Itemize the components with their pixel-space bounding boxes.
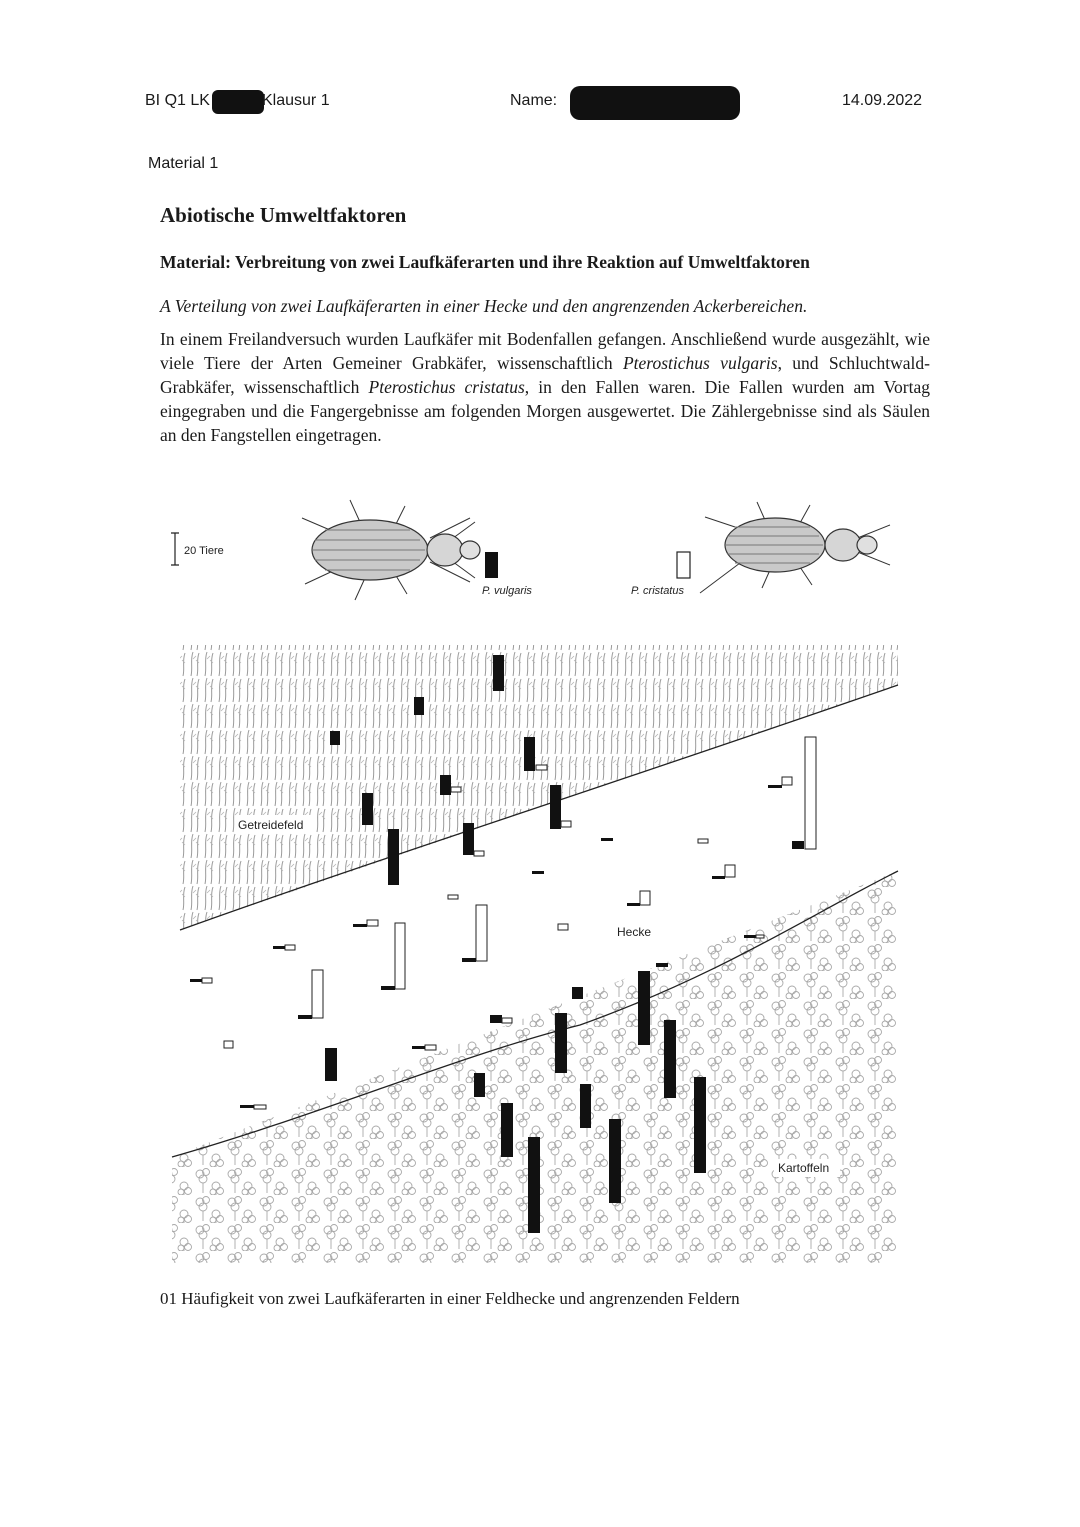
scale-bar — [171, 533, 179, 565]
bar-vulgaris — [330, 731, 340, 745]
exam-date: 14.09.2022 — [842, 92, 923, 109]
legend-vulgaris-label: P. vulgaris — [482, 585, 532, 597]
bar-vulgaris — [362, 793, 373, 825]
bar-cristatus — [782, 777, 792, 785]
bar-vulgaris — [501, 1103, 513, 1157]
bar-cristatus — [312, 970, 323, 1018]
description-text-2: , und Schluchtwald-Grabkäfer, wissenschaftlich — [160, 353, 930, 397]
zone-label-potatoes: Kartoffeln — [778, 1161, 830, 1175]
zone-label-grain-field: Getreidefeld — [238, 818, 304, 832]
bar-vulgaris — [190, 979, 202, 982]
bar-vulgaris — [580, 1084, 591, 1128]
bar-cristatus — [476, 905, 487, 961]
redacted-course-number — [212, 90, 264, 114]
material-label: Material 1 — [148, 155, 219, 172]
beetle-distribution-figure — [160, 495, 910, 1275]
bar-vulgaris — [712, 876, 725, 879]
bar-vulgaris — [414, 697, 424, 715]
bar-cristatus — [725, 865, 735, 877]
redacted-student-name — [570, 86, 740, 120]
bar-vulgaris — [462, 958, 476, 962]
exam-label: Klausur 1 — [262, 92, 330, 109]
bar-vulgaris — [768, 785, 782, 788]
bar-vulgaris — [381, 986, 395, 990]
description-paragraph — [160, 327, 930, 447]
bar-vulgaris — [744, 935, 756, 938]
bar-vulgaris — [627, 903, 640, 906]
subheading: A Verteilung von zwei Laufkäferarten in einer Hecke und den angrenzenden Ackerbereichen. — [160, 296, 808, 316]
bar-cristatus — [558, 924, 568, 930]
bar-vulgaris — [440, 775, 451, 795]
bar-cristatus — [561, 821, 571, 827]
bar-vulgaris — [528, 1137, 540, 1233]
bar-cristatus — [202, 978, 212, 983]
bar-cristatus — [640, 891, 650, 905]
section-title: Abiotische Umweltfaktoren — [160, 203, 407, 227]
bar-vulgaris — [463, 823, 474, 855]
bar-cristatus — [224, 1041, 233, 1048]
bar-vulgaris — [490, 1015, 502, 1023]
bar-vulgaris — [572, 987, 583, 999]
bar-cristatus — [254, 1105, 266, 1109]
bar-cristatus — [698, 839, 708, 843]
bar-cristatus — [395, 923, 405, 989]
bar-vulgaris — [601, 838, 613, 841]
bar-vulgaris — [638, 971, 650, 1045]
name-label: Name: — [510, 92, 558, 109]
grain-field-area — [180, 645, 898, 930]
bar-cristatus — [367, 920, 378, 926]
description-text-1: In einem Freilandversuch wurden Laufkäfer mit Bodenfallen gefangen. Anschließend wurde ausgezählt, wie viele Tiere der Arten Gemeiner Grabkäfer, wissenschaftlich — [160, 329, 930, 373]
bar-vulgaris — [664, 1020, 676, 1098]
bar-vulgaris — [325, 1048, 337, 1081]
bar-vulgaris — [474, 1073, 485, 1097]
bar-vulgaris — [493, 655, 504, 691]
bar-vulgaris — [656, 963, 668, 967]
species-name-cristatus: Pterostichus cristatus — [368, 377, 525, 397]
bar-vulgaris — [240, 1105, 254, 1108]
legend-cristatus-swatch — [677, 552, 690, 578]
bar-cristatus — [474, 851, 484, 856]
bar-vulgaris — [532, 871, 544, 874]
bar-cristatus — [805, 737, 816, 849]
bar-cristatus — [756, 935, 764, 938]
bar-vulgaris — [353, 924, 367, 927]
bar-vulgaris — [298, 1015, 312, 1019]
beetle-vulgaris-icon — [302, 500, 480, 600]
bar-cristatus — [448, 895, 458, 899]
bar-vulgaris — [388, 829, 399, 885]
zone-label-hedge: Hecke — [617, 925, 652, 939]
bar-vulgaris — [524, 737, 535, 771]
description-text-3: , in den Fallen waren. Die Fallen wurden am Vortag eingegraben und die Fangergebnisse am folgenden Morgen ausgewertet. Die Zählergebnisse sind als Säulen an den Fangstellen eingetragen. — [160, 377, 930, 445]
bar-cristatus — [451, 787, 461, 792]
bar-cristatus — [425, 1045, 436, 1050]
legend-cristatus-label: P. cristatus — [631, 585, 684, 597]
bar-vulgaris — [550, 785, 561, 829]
bar-vulgaris — [792, 841, 804, 849]
bar-vulgaris — [555, 1013, 567, 1073]
bar-vulgaris — [412, 1046, 425, 1049]
bar-vulgaris — [609, 1119, 621, 1203]
legend-vulgaris-swatch — [485, 552, 498, 578]
course-label: BI Q1 LK — [145, 92, 210, 109]
species-name-vulgaris: Pterostichus vulgaris — [622, 353, 778, 373]
bar-vulgaris — [694, 1077, 706, 1173]
bar-vulgaris — [273, 946, 285, 949]
scale-label: 20 Tiere — [184, 545, 224, 557]
figure-caption: 01 Häufigkeit von zwei Laufkäferarten in einer Feldhecke und angrenzenden Feldern — [160, 1289, 740, 1308]
beetle-cristatus-icon — [700, 502, 890, 593]
bar-cristatus — [285, 945, 295, 950]
bar-cristatus — [502, 1018, 512, 1023]
material-title: Material: Verbreitung von zwei Laufkäferarten und ihre Reaktion auf Umweltfaktoren — [160, 252, 810, 272]
bar-cristatus — [536, 765, 547, 770]
